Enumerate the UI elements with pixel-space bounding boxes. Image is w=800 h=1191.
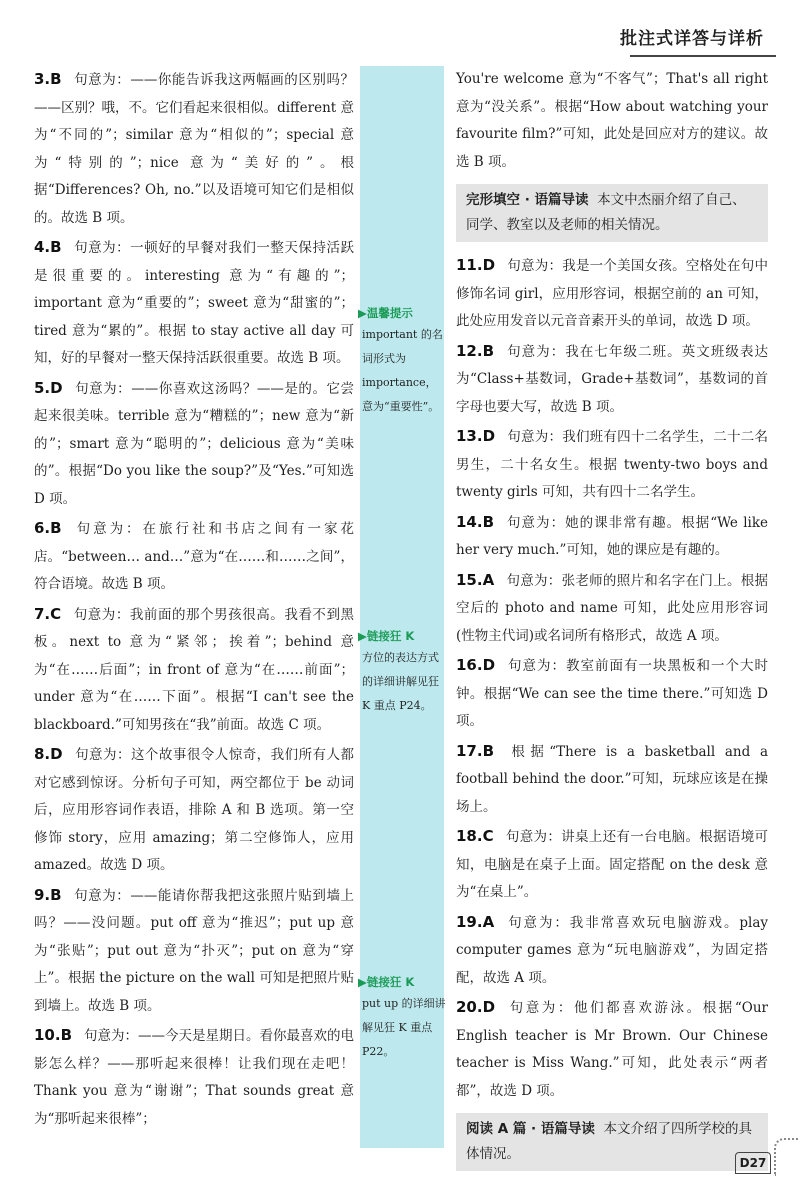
tip-note-body: important 的名词形式为 importance，意为“重要性”。	[362, 328, 443, 413]
answer-item	[456, 909, 768, 993]
page-header-title: 批注式详答与详析	[620, 29, 764, 49]
link-note	[358, 972, 446, 1064]
link-note-body: 方位的表达方式的详细讲解见狂 K 重点 P24。	[362, 651, 439, 712]
tip-note	[358, 303, 446, 419]
answer-item	[34, 375, 354, 514]
answer-number: 16.D	[456, 656, 496, 674]
answer-item	[34, 1022, 354, 1133]
banner-text: 本文介绍了四所学校的具体情况。	[466, 1121, 752, 1162]
answer-number: 13.D	[456, 427, 496, 445]
answer-item	[456, 823, 768, 907]
answer-item	[34, 66, 354, 232]
header-rule	[630, 55, 776, 57]
answer-explanation: 句意为：教室前面有一块黑板和一个大时钟。根据“We can see the time there.”可知选 D 项。	[456, 658, 768, 729]
answer-number: 15.A	[456, 570, 495, 589]
link-note-title: ▶链接狂 K	[358, 975, 415, 989]
answer-explanation: 句意为：——今天是星期日。看你最喜欢的电影怎么样？——那听起来很棒！让我们现在走吧！Thank you 意为“谢谢”；That sounds great 意为“那听起来很棒”；	[34, 1028, 355, 1127]
answer-explanation: 根据“There is a basketball and a football behind the door.”可知，玩球应该是在操场上。	[456, 743, 768, 815]
answer-number: 19.A	[456, 912, 495, 931]
answer-item	[456, 423, 768, 507]
answer-number: 12.B	[456, 341, 495, 360]
banner-label: 阅读 A 篇 · 语篇导读	[466, 1121, 595, 1137]
answer-explanation: 句意为：——你能告诉我这两幅画的区别吗？——区别？哦，不。它们看起来很相似。different 意为“不同的”；similar 意为“相似的”；special 意为“特别的”；nice 意为“美好的”。根据“Differences? Oh, no.”以及语境可知它们是相似的。故选 B 项。	[34, 72, 354, 226]
answer-number: 14.B	[456, 512, 495, 531]
page-number: D27	[735, 1152, 771, 1174]
answer-number: 17.B	[456, 741, 495, 760]
answer-explanation: 句意为：我是一个美国女孩。空格处在句中修饰名词 girl，应用形容词，根据空前的 an 可知，此处应用发音以元音音素开头的单词，故选 D 项。	[456, 258, 768, 329]
answer-number: 8.D	[34, 745, 63, 763]
link-note	[358, 626, 446, 718]
banner-text: 本文中杰丽介绍了自己、同学、教室以及老师的相关情况。	[466, 192, 746, 233]
answer-explanation: 句意为：她的课非常有趣。根据“We like her very much.”可知，她的课应是有趣的。	[456, 514, 768, 558]
answer-number: 3.B	[34, 70, 62, 88]
answer-explanation: 句意为：我前面的那个男孩很高。我看不到黑板。next to 意为“紧邻；挨着”；behind 意为“在……后面”；in front of 意为“在……前面”；under 意为“在……下面”。根据“I can't see the blackboard.”可知男孩在“我”前面。故选 C 项。	[34, 606, 354, 733]
banner-label: 完形填空 · 语篇导读	[466, 192, 589, 208]
answer-number: 10.B	[34, 1026, 73, 1044]
answer-item	[34, 234, 354, 373]
answer-item	[34, 882, 354, 1021]
answer-explanation: 句意为：我在七年级二班。英文班级表达为“Class+基数词，Grade+基数词”，基数词的首字母也要大写，故选 B 项。	[456, 343, 768, 415]
answer-number: 5.D	[34, 378, 63, 397]
answer-item	[456, 652, 768, 736]
answer-continuation: You're welcome 意为“不客气”；That's all right 意为“没关系”。根据“How about watching your favourite film?”可知，此处是回应对方的建议。故选 B 项。	[456, 71, 768, 170]
answer-number: 18.C	[456, 827, 494, 845]
answer-item	[456, 338, 768, 422]
link-note-body: put up 的详细讲解见狂 K 重点 P22。	[362, 997, 446, 1058]
left-column	[34, 66, 354, 1135]
answer-item	[456, 994, 768, 1105]
answer-number: 11.D	[456, 256, 496, 274]
answer-explanation: 句意为：——你喜欢这汤吗？——是的。它尝起来很美味。terrible 意为“糟糕的”；new 意为“新的”；smart 意为“聪明的”；delicious 意为“美味的”。根据“Do you like the soup?”及“Yes.”可知选 D 项。	[34, 380, 354, 507]
answer-item	[34, 515, 354, 599]
answer-explanation: 句意为：在旅行社和书店之间有一家花店。“between… and…”意为“在……和……之间”，符合语境。故选 B 项。	[34, 521, 354, 592]
section-banner	[456, 184, 768, 242]
right-column	[456, 66, 768, 1181]
answer-number: 7.C	[34, 604, 62, 623]
answer-item	[456, 738, 768, 822]
answer-explanation: 句意为：我们班有四十二名学生，二十二名男生，二十名女生。根据 twenty-two boys and twenty girls 可知，共有四十二名学生。	[456, 429, 768, 500]
answer-explanation: 句意为：这个故事很令人惊奇，我们所有人都对它感到惊讶。分析句子可知，两空都位于 be 动词后，应用形容词作表语，排除 A 和 B 选项。第一空修饰 story，应用 amazing；第二空修饰人，应用 amazed。故选 D 项。	[34, 747, 354, 873]
answer-explanation: 句意为：讲桌上还有一台电脑。根据语境可知，电脑是在桌子上面。固定搭配 on the desk 意为“在桌上”。	[456, 829, 768, 900]
answer-explanation: 句意为：他们都喜欢游泳。根据“Our English teacher is Mr Brown. Our Chinese teacher is Miss Wang.”可知，此处表示“两者都”，故选 D 项。	[456, 1000, 768, 1099]
link-note-title: ▶链接狂 K	[358, 629, 415, 643]
answer-explanation: 句意为：一顿好的早餐对我们一整天保持活跃是很重要的。interesting 意为“有趣的”；important 意为“重要的”；sweet 意为“甜蜜的”；tired 意为“累的”。根据 to stay active all day 可知，好的早餐对一整天保持活跃很重要。故选 B 项。	[34, 240, 354, 366]
page-corner-decoration	[774, 1138, 800, 1176]
answer-item	[456, 509, 768, 565]
answer-number: 20.D	[456, 998, 496, 1016]
tip-note-title: ▶温馨提示	[358, 306, 413, 320]
answer-number: 9.B	[34, 885, 62, 904]
answer-item	[34, 601, 354, 740]
answer-explanation: 句意为：我非常喜欢玩电脑游戏。play computer games 意为“玩电脑游戏”，为固定搭配，故选 A 项。	[456, 914, 768, 986]
answer-item	[456, 252, 768, 336]
answer-explanation: 句意为：——能请你帮我把这张照片贴到墙上吗？——没问题。put off 意为“推迟”；put up 意为“张贴”；put out 意为“扑灭”；put on 意为“穿上”。根据 the picture on the wall 可知是把照片贴到墙上。故选 B 项。	[34, 887, 354, 1014]
answer-number: 4.B	[34, 238, 62, 256]
answer-item	[34, 741, 354, 880]
section-banner	[456, 1113, 768, 1171]
answer-item	[456, 567, 768, 651]
answer-explanation: 句意为：张老师的照片和名字在门上。根据空后的 photo and name 可知，此处应用形容词(性物主代词)或名词所有格形式，故选 A 项。	[456, 572, 768, 644]
answer-number: 6.B	[34, 519, 62, 537]
